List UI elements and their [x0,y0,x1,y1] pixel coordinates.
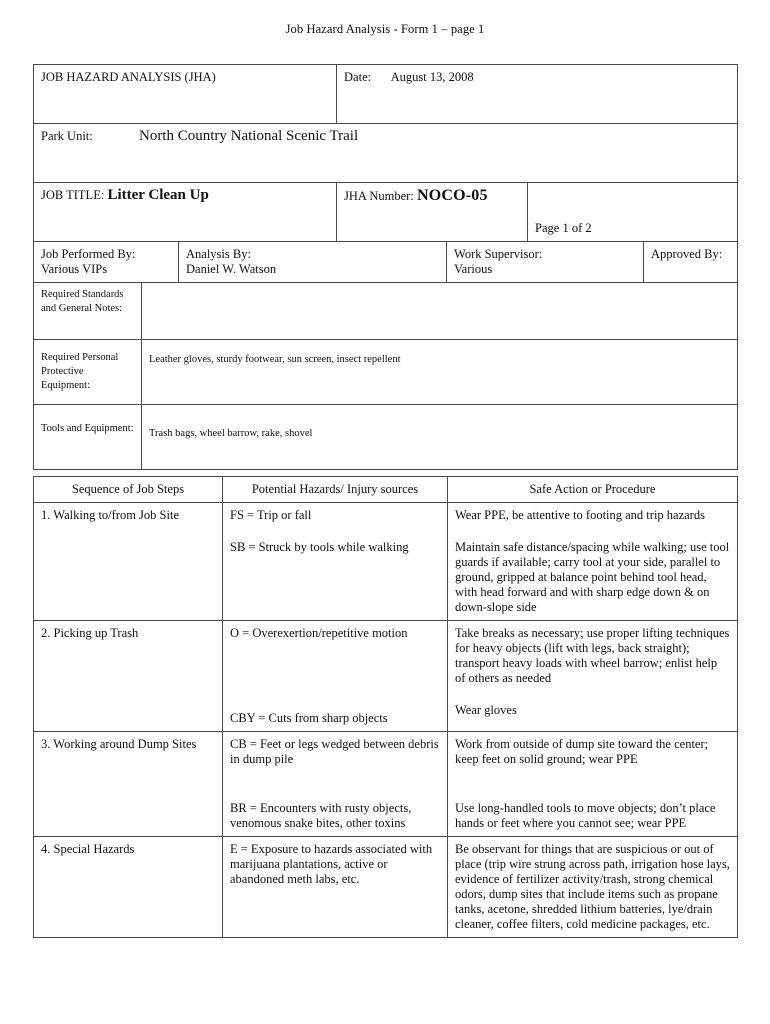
cell-step [34,732,223,837]
ppe-value: Leather gloves, sturdy footwear, sun screen, insect repellent [149,354,401,365]
required-standards-label-line2: and General Notes: [41,303,123,314]
cell-ppe-label [34,340,142,405]
ppe-label-line1: Required Personal [41,352,119,363]
jha-steps-table [33,476,738,938]
row-job-title [34,183,738,242]
cell-tools-value[interactable] [142,405,738,470]
action-item: Wear PPE, be attentive to footing and trip hazards [455,508,705,522]
cell-date [337,65,738,124]
park-unit-label: Park Unit: [41,129,93,143]
date-label: Date: [344,70,372,84]
action-item: Use long-handled tools to move objects; don’t place hands or feet where you cannot see; wear PPE [455,801,716,830]
hazard-item: E = Exposure to hazards associated with marijuana plantations, active or abandoned meth labs, etc. [230,842,433,886]
row-title-date [34,65,738,124]
tools-label: Tools and Equipment: [41,423,134,434]
step-text: 4. Special Hazards [41,842,135,856]
tools-value: Trash bags, wheel barrow, rake, shovel [149,428,313,439]
row-park-unit [34,124,738,183]
required-standards-label-line1: Required Standards [41,289,124,300]
cell-park-unit [34,124,738,183]
hazard-gap [230,767,440,801]
column-header-hazards: Potential Hazards/ Injury sources [223,477,448,503]
cell-actions [448,503,738,621]
action-item: Wear gloves [455,703,517,717]
cell-approved-by [644,242,738,283]
jha-title-text: JOB HAZARD ANALYSIS (JHA) [41,70,216,84]
action-item: Maintain safe distance/spacing while walking; use tool guards if available; carry tool at your side, parallel to ground, gripped at balance point behind tool head, with head forward and with sharp edge down & on down-slope side [455,540,730,614]
page-of-text: Page 1 of 2 [535,221,592,235]
table-row [34,732,738,837]
cell-step [34,837,223,938]
cell-work-supervisor [447,242,644,283]
steps-table-header-row [34,477,738,503]
cell-jha-number [337,183,528,242]
page-header-title: Job Hazard Analysis - Form 1 – page 1 [285,22,485,36]
work-supervisor-label: Work Supervisor: [454,247,543,261]
cell-page-of [528,183,738,242]
column-header-sequence: Sequence of Job Steps [34,477,223,503]
cell-required-standards-value[interactable] [142,283,738,340]
jha-number-value[interactable]: NOCO-05 [416,187,488,204]
step-text: 2. Picking up Trash [41,626,139,640]
job-performed-by-label: Job Performed By: [41,247,136,261]
hazard-item: BR = Encounters with rusty objects, venomous snake bites, other toxins [230,801,412,830]
date-value[interactable]: August 13, 2008 [390,70,474,84]
job-title-label: JOB TITLE: [41,188,105,202]
hazard-gap [230,641,440,711]
approved-by-label: Approved By: [651,247,723,261]
ppe-label-line2: Protective Equipment: [41,366,90,391]
step-text: 1. Walking to/from Job Site [41,508,179,522]
column-header-actions: Safe Action or Procedure [448,477,738,503]
cell-hazards [223,732,448,837]
job-title-value[interactable]: Litter Clean Up [107,187,209,203]
row-tools [34,405,738,470]
cell-tools-label [34,405,142,470]
jha-header-table [33,64,738,470]
cell-actions [448,837,738,938]
work-supervisor-value[interactable]: Various [454,262,493,276]
cell-required-standards-label [34,283,142,340]
hazard-item: CB = Feet or legs wedged between debris in dump pile [230,737,439,766]
action-gap [455,523,730,540]
jha-form [33,64,737,938]
job-performed-by-value[interactable]: Various VIPs [41,262,108,276]
table-row [34,837,738,938]
cell-job-title [34,183,337,242]
hazard-item: CBY = Cuts from sharp objects [230,711,388,725]
cell-hazards [223,837,448,938]
row-ppe [34,340,738,405]
hazard-item: FS = Trip or fall [230,508,312,522]
jha-number-label: JHA Number: [344,189,414,203]
hazard-item: SB = Struck by tools while walking [230,540,409,554]
park-unit-value[interactable]: North Country National Scenic Trail [138,128,359,144]
cell-jha-title [34,65,337,124]
table-row [34,503,738,621]
cell-actions [448,621,738,732]
action-item: Work from outside of dump site toward the center; keep feet on solid ground; wear PPE [455,737,709,766]
cell-actions [448,732,738,837]
cell-step [34,621,223,732]
analysis-by-value[interactable]: Daniel W. Watson [186,262,277,276]
action-item: Take breaks as necessary; use proper lifting techniques for heavy objects (lift with legs, back straight); transport heavy loads with wheel barrow; enlist help of others as needed [455,626,730,685]
hazard-gap [230,523,440,540]
cell-ppe-value[interactable] [142,340,738,405]
cell-analysis-by [179,242,447,283]
table-row [34,621,738,732]
action-item: Be observant for things that are suspicious or out of place (trip wire strung across path, irrigation hose lays, evidence of fertilizer activity/trash, strong chemical odors, dump sites that include items such as propane tanks, acetone, shredded lithium batteries, lye/drain cleaner, coffee filters, cold medicine packages, etc. [455,842,730,931]
cell-job-performed-by [34,242,179,283]
row-required-standards [34,283,738,340]
cell-hazards [223,503,448,621]
cell-step [34,503,223,621]
step-text: 3. Working around Dump Sites [41,737,197,751]
analysis-by-label: Analysis By: [186,247,251,261]
cell-hazards [223,621,448,732]
action-gap [455,686,730,703]
hazard-item: O = Overexertion/repetitive motion [230,626,408,640]
row-people [34,242,738,283]
action-gap [455,767,730,801]
